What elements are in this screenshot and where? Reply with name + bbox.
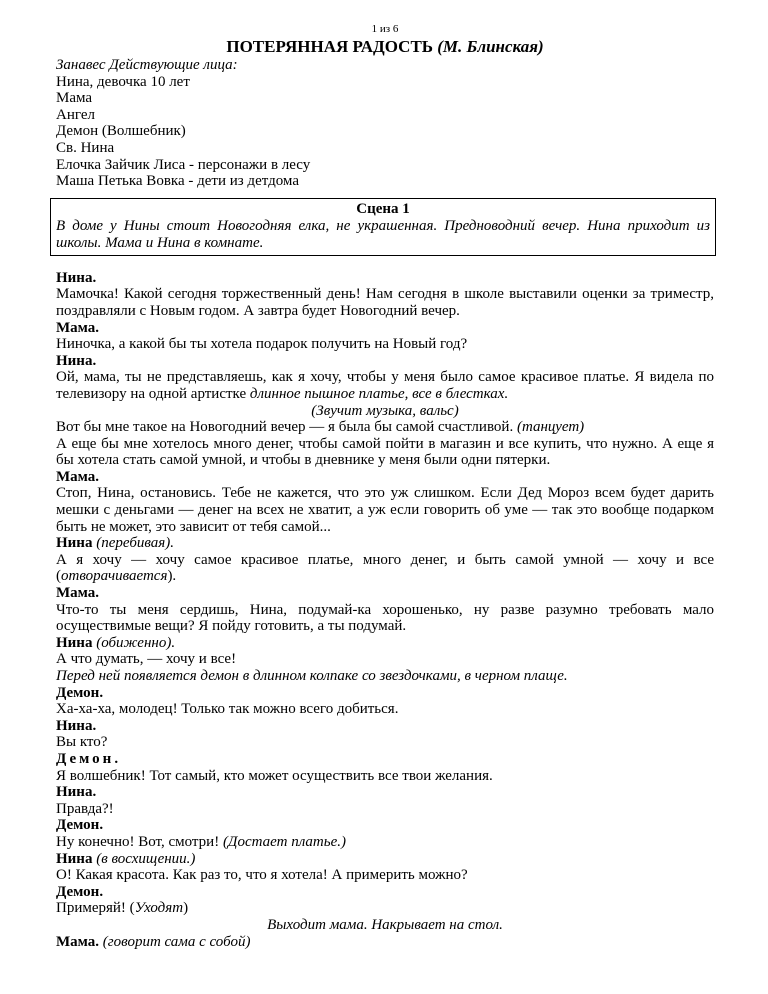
speaker-demon: Демон.	[56, 817, 104, 834]
speaker-note: (перебивая).	[92, 535, 174, 552]
cast-heading: Занавес Действующие лица:	[56, 57, 238, 73]
line-text: Вот бы мне такое на Новогодний вечер — я была бы самой счастливой.	[56, 419, 517, 436]
line-nina	[56, 419, 714, 436]
line-italic: (танцует)	[516, 419, 585, 436]
cast-item: Св. Нина	[56, 139, 115, 156]
line-text: Ой, мама, ты не представляешь, как я хочу, чтобы у меня было самое красивое платье. Я видела по телевизору на одной артистке	[56, 369, 714, 402]
line-italic: отворачивается	[61, 568, 168, 585]
line-demon: Ха-ха-ха, молодец! Только так можно всего добиться.	[56, 701, 399, 718]
line-nina	[56, 552, 714, 585]
speaker-demon: Демон.	[56, 684, 104, 701]
speaker-name: Нина	[56, 535, 93, 552]
line-nina: Правда?!	[56, 800, 114, 817]
line-mama: Ниночка, а какой бы ты хотела подарок получить на Новый год?	[56, 336, 468, 353]
stage-direction: Выходит мама. Накрывает на стол.	[267, 916, 503, 933]
cast-item: Маша Петька Вовка - дети из детдома	[56, 173, 299, 190]
line-nina: Мамочка! Какой сегодня торжественный день! Нам сегодня в школе выставили оценки за триместр, поздравляли с Новым годом. А завтра будет Новогодний вечер.	[56, 286, 714, 319]
line-italic: (Достает платье.)	[222, 833, 346, 850]
title-main: ПОТЕРЯННАЯ РАДОСТЬ	[226, 37, 438, 56]
speaker-nina	[56, 635, 714, 652]
line-demon: Я волшебник! Тот самый, кто может осуществить все твои желания.	[56, 767, 493, 784]
line-mama: Что-то ты меня сердишь, Нина, подумай-ка хорошенько, ну разве разумно требовать мало осуществимые вещи? Я пойду готовить, а ты подумай.	[56, 601, 714, 635]
line-italic: длинное пышное платье, все в блестках.	[249, 385, 509, 402]
speaker-note: (обиженно).	[92, 634, 176, 651]
line-nina: Вы кто?	[56, 734, 108, 751]
line-mama: Стоп, Нина, остановись. Тебе не кажется, что это уж слишком. Если Дед Мороз всем будет дарить мешки с деньгами — денег на всех не хватит, а уж если говорить об уме — так это вообще подарком быть не может, это зависит от тебя самой...	[56, 485, 714, 535]
speaker-mama	[56, 934, 714, 951]
line-italic: Уходят	[134, 900, 184, 917]
speaker-nina: Нина.	[56, 717, 97, 734]
speaker-name: Нина	[56, 634, 93, 651]
speaker-nina: Нина.	[56, 784, 97, 801]
speaker-note: (в восхищении.)	[92, 850, 196, 867]
line-nina: О! Какая красота. Как раз то, что я хотела! А примерить можно?	[56, 867, 468, 884]
stage-direction: (Звучит музыка, вальс)	[311, 402, 459, 419]
line-demon	[56, 900, 714, 917]
speaker-name: Мама.	[56, 933, 100, 950]
speaker-mama: Мама.	[56, 585, 100, 602]
speaker-nina	[56, 535, 714, 552]
page-number: 1 из 6	[371, 23, 399, 35]
title-author: (М. Блинская)	[437, 37, 544, 56]
speaker-mama: Мама.	[56, 319, 100, 336]
cast-item: Ангел	[56, 106, 95, 123]
speaker-demon: Демон.	[56, 750, 122, 767]
scene-description: В доме у Нины стоит Новогодняя елка, не украшенная. Предноводний вечер. Нина приходит из школы. Мама и Нина в комнате.	[56, 217, 710, 251]
speaker-nina	[56, 851, 714, 868]
cast-list	[56, 57, 714, 190]
line-text: ).	[167, 568, 177, 585]
line-demon	[56, 834, 714, 851]
line-text: Примеряй! (	[56, 900, 135, 917]
cast-item: Демон (Волшебник)	[56, 123, 186, 140]
line-text: Ну конечно! Вот, смотри!	[56, 833, 223, 850]
line-nina: А еще бы мне хотелось много денег, чтобы самой пойти в магазин и все купить, что нужно. А еще я бы хотела стать самой умной, и чтобы в дневнике у меня были одни пятерки.	[56, 435, 714, 469]
speaker-demon: Демон.	[56, 883, 104, 900]
cast-item: Мама	[56, 90, 93, 107]
cast-item: Нина, девочка 10 лет	[56, 73, 190, 90]
speaker-nina: Нина.	[56, 269, 97, 286]
speaker-mama: Мама.	[56, 468, 100, 485]
line-nina: А что думать, — хочу и все!	[56, 651, 237, 668]
speaker-name: Нина	[56, 850, 93, 867]
line-nina	[56, 369, 714, 402]
stage-direction: Перед ней появляется демон в длинном колпаке со звездочками, в черном плаще.	[56, 668, 568, 684]
speaker-nina: Нина.	[56, 352, 97, 369]
play-title	[56, 37, 714, 56]
speaker-note: (говорит сама с собой)	[99, 933, 251, 950]
document-page	[56, 22, 714, 950]
line-text: А я хочу — хочу самое красивое платье, много денег, и быть самой умной — хочу и все (	[56, 551, 714, 585]
cast-item: Елочка Зайчик Лиса - персонажи в лесу	[56, 156, 311, 173]
scene-heading: Сцена 1	[356, 200, 410, 217]
script-body	[56, 270, 714, 950]
scene-box	[50, 198, 716, 256]
line-text: )	[183, 900, 189, 917]
